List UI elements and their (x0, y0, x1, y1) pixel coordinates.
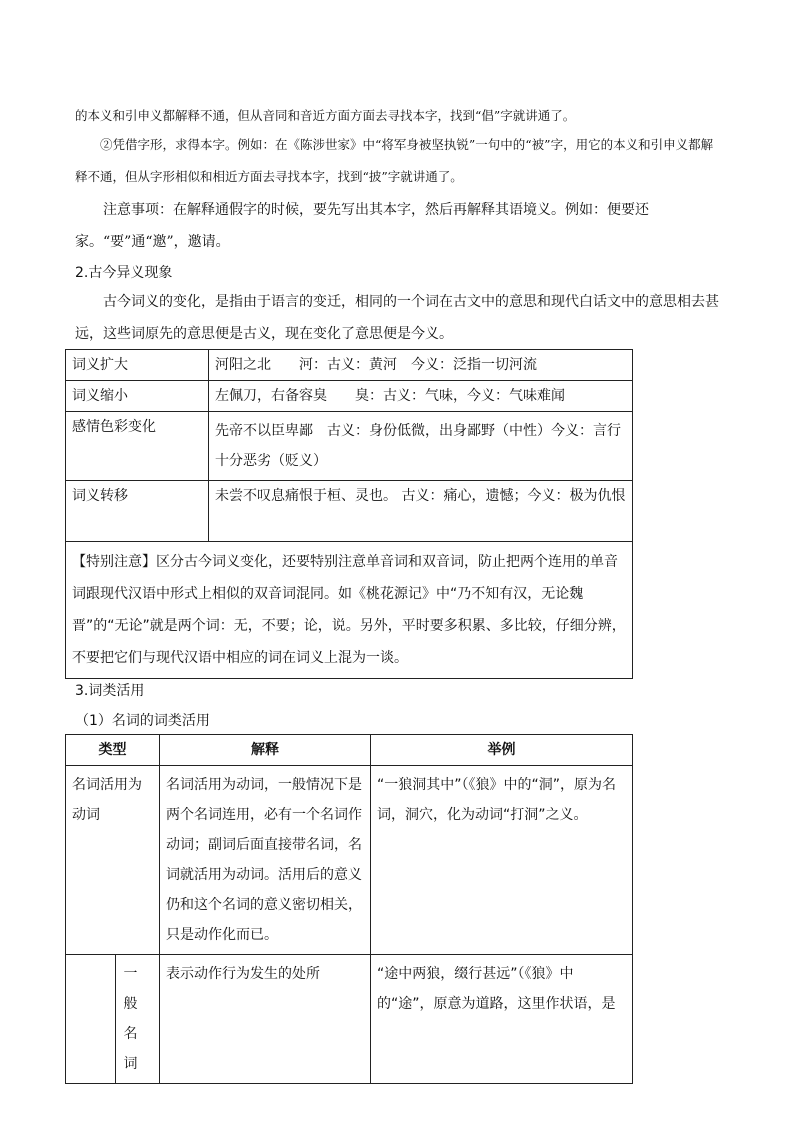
table-row (66, 481, 633, 542)
example-cell: “途中两狼，缀行甚远”（《狼》中的“途”，原意为道路，这里作状语，是 (371, 955, 633, 1084)
section3-title: 3.词类活用 (75, 683, 145, 699)
section3-subtitle: （1）名词的词类活用 (75, 713, 210, 729)
ancient-modern-table (65, 349, 633, 679)
type-cell: 感情色彩变化 (66, 412, 209, 481)
special-note: 【特别注意】区分古今词义变化，还要特别注意单音词和双音词，防止把两个连用的单音词跟现代汉语中形式上相似的双音词混同。如《桃花源记》中“乃不知有汉，无论魏晋”的“无论”就是两个词：无，不要；论，说。另外，平时要多积累、多比较，仔细分辨，不要把它们与现代汉语中相应的词在词义上混为一谈。 (66, 542, 633, 679)
example-cell: “一狼洞其中”（《狼》中的“洞”，原为名词，洞穴，化为动词“打洞”之义。 (371, 766, 633, 955)
example-cell: 先帝不以臣卑鄙 古义：身份低微，出身鄙野（中性）今义：言行十分恶劣（贬义） (209, 412, 633, 481)
intro-line1: 的本义和引申义都解释不通，但从音同和音近方面方面去寻找本字，找到“倡”字就讲通了。 (75, 108, 576, 123)
intro-item2: ②凭借字形，求得本字。例如：在《陈涉世家》中“将军身被坚执锐”一句中的“被”字，用它的本义和引申义都解释不通，但从字形相似和相近方面去寻找本字，找到“披”字就讲通了。 (75, 137, 714, 184)
example-cell: 左佩刀，右备容臭 臭：古义：气味，今义：气味难闻 (209, 381, 633, 412)
section2-desc: 古今词义的变化，是指由于语言的变迁，相同的一个词在古文中的意思和现代白话文中的意思相去甚远，这些词原先的意思便是古义，现在变化了意思便是今义。 (75, 294, 719, 342)
type-cell: 词义转移 (66, 481, 209, 542)
header-explain: 解释 (160, 735, 371, 766)
type-cell: 名词活用为动词 (66, 766, 160, 955)
header-example: 举例 (371, 735, 633, 766)
section2-title: 2.古今异义现象 (75, 265, 173, 281)
sub-type-cell: 一般名词 (116, 955, 160, 1084)
table-row (66, 542, 633, 679)
type-cell: 词义缩小 (66, 381, 209, 412)
explain-cell: 表示动作行为发生的处所 (160, 955, 371, 1084)
word-class-table (65, 734, 633, 1084)
explain-cell: 名词活用为动词，一般情况下是两个名词连用，必有一个名词作动词；副词后面直接带名词，名词就活用为动词。活用后的意义仍和这个名词的意义密切相关，只是动作化而已。 (160, 766, 371, 955)
example-cell: 未尝不叹息痛恨于桓、灵也。 古义：痛心，遗憾；今义：极为仇恨 (209, 481, 633, 542)
table-row (66, 955, 633, 1084)
table-row (66, 412, 633, 481)
table-row (66, 766, 633, 955)
type-cell: 词义扩大 (66, 350, 209, 381)
example-cell: 河阳之北 河：古义：黄河 今义：泛指一切河流 (209, 350, 633, 381)
blank-cell (66, 955, 116, 1084)
table-row (66, 381, 633, 412)
header-type: 类型 (66, 735, 160, 766)
table-row (66, 350, 633, 381)
intro-note-text: 注意事项：在解释通假字的时候，要先写出其本字，然后再解释其语境义。例如：便要还家。“要”通“邀”，邀请。 (75, 202, 649, 250)
table-header-row (66, 735, 633, 766)
intro-note (75, 194, 723, 258)
